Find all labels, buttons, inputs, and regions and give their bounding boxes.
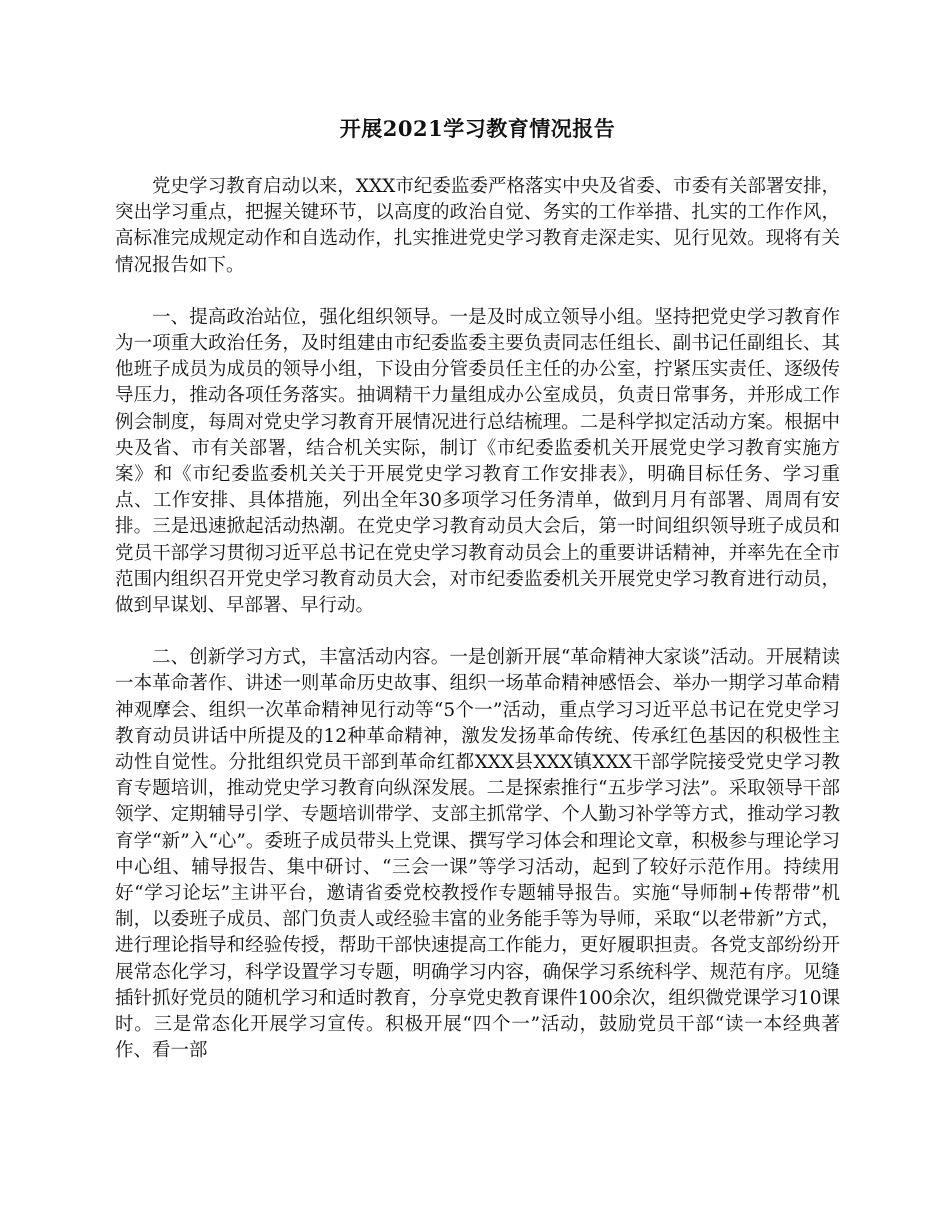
paragraph-section-one: 一、提高政治站位，强化组织领导。一是及时成立领导小组。坚持把党史学习教育作为一项重大政治任务，及时组建由市纪委监委主要负责同志任组长、副书记任副组长、其他班子成员为成员的领导小组，下设由分管委员任主任的办公室，拧紧压实责任、逐级传导压力，推动各项任务落实。抽调精干力量组成办公室成员，负责日常事务，并形成工作例会制度，每周对党史学习教育开展情况进行总结梳理。二是科学拟定活动方案。根据中央及省、市有关部署，结合机关实际，制订《市纪委监委机关开展党史学习教育实施方案》和《市纪委监委机关关于开展党史学习教育工作安排表》，明确目标任务、学习重点、工作安排、具体措施，列出全年30多项学习任务清单，做到月月有部署、周周有安排。三是迅速掀起活动热潮。在党史学习教育动员大会后，第一时间组织领导班子成员和党员干部学习贯彻习近平总书记在党史学习教育动员会上的重要讲话精神，并率先在全市范围内组织召开党史学习教育动员大会，对市纪委监委机关开展党史学习教育进行动员，做到早谋划、早部署、早行动。 [115, 306, 840, 617]
document-title: 开展2021学习教育情况报告 [339, 116, 616, 141]
paragraph-intro: 党史学习教育启动以来，XXX市纪委监委严格落实中央及省委、市委有关部署安排，突出学习重点，把握关键环节，以高度的政治自觉、务实的工作举措、扎实的工作作风，高标准完成规定动作和自选动作，扎实推进党史学习教育走深走实、见行见效。现将有关情况报告如下。 [115, 176, 840, 276]
paragraph-section-two: 二、创新学习方式，丰富活动内容。一是创新开展“革命精神大家谈”活动。开展精读一本革命著作、讲述一则革命历史故事、组织一场革命精神感悟会、举办一期学习革命精神观摩会、组织一次革命精神见行动等“5个一”活动，重点学习习近平总书记在党史学习教育动员讲话中所提及的12种革命精神，激发发扬革命传统、传承红色基因的积极性主动性自觉性。分批组织党员干部到革命红都XXX县XXX镇XXX干部学院接受党史学习教育专题培训，推动党史学习教育向纵深发展。二是探索推行“五步学习法”。采取领导干部领学、定期辅导引学、专题培训带学、支部主抓常学、个人勤习补学等方式，推动学习教育学“新”入“心”。委班子成员带头上党课、撰写学习体会和理论文章，积极参与理论学习中心组、辅导报告、集中研讨、“三会一课”等学习活动，起到了较好示范作用。持续用好“学习论坛”主讲平台，邀请省委党校教授作专题辅导报告。实施“导师制+传帮带”机制，以委班子成员、部门负责人或经验丰富的业务能手等为导师，采取“以老带新”方式，进行理论指导和经验传授，帮助干部快速提高工作能力，更好履职担责。各党支部纷纷开展常态化学习，科学设置学习专题，明确学习内容，确保学习系统科学、规范有序。见缝插针抓好党员的随机学习和适时教育，分享党史教育课件100余次，组织微党课学习10课时。三是常态化开展学习宣传。积极开展“四个一”活动，鼓励党员干部“读一本经典著作、看一部 [115, 647, 840, 1062]
